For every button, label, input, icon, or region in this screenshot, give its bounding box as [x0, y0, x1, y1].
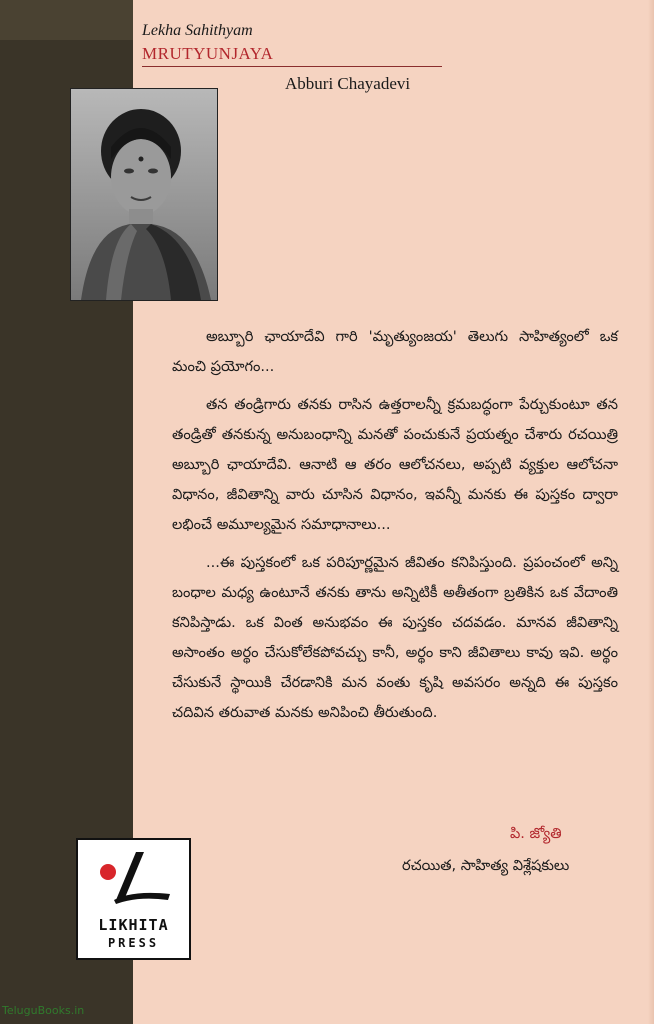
- publisher-name-line1: LIKHITA: [98, 916, 169, 934]
- publisher-name-line2: PRESS: [107, 936, 160, 950]
- author-portrait-image: [71, 89, 217, 300]
- blurb-text: [172, 322, 618, 736]
- reviewer-name: పి. జ్యోతి: [510, 826, 562, 842]
- site-watermark: TeluguBooks.in: [2, 1004, 85, 1017]
- spine-top-band: [0, 0, 133, 40]
- author-name: Abburi Chayadevi: [285, 74, 411, 93]
- author-photo: [70, 88, 218, 301]
- title-divider: [142, 66, 442, 67]
- book-title: MRUTYUNJAYA: [142, 44, 274, 63]
- blurb-paragraph-1: అబ్బూరి ఛాయాదేవి గారి 'మృత్యుంజయ' తెలుగు సాహిత్యంలో ఒక మంచి ప్రయోగం...: [172, 328, 618, 375]
- likhita-press-logo-icon: [78, 842, 189, 914]
- series-name: Lekha Sahithyam: [142, 22, 253, 39]
- reviewer-role: రచయిత, సాహిత్య విశ్లేషకులు: [402, 858, 570, 874]
- cover-edge-shade: [648, 0, 654, 1024]
- blurb-paragraph-3: ...ఈ పుస్తకంలో ఒక పరిపూర్ణమైన జీవితం కనిపిస్తుంది. ప్రపంచంలో అన్ని బంధాల మధ్య ఉంటూనే తనకు తాను అన్నిటికీ అతీతంగా బ్రతికిన ఒక వేదాంతి కనిపిస్తాడు. ఒక వింత అనుభవం ఈ పుస్తకం చదవడం. మానవ జీవితాన్ని అసాంతం అర్థం చేసుకోలేకపోవచ్చు కానీ, అర్థం కాని జీవితాలు కావు ఇవి. అర్థం చేసుకునే స్థాయికి చేరడానికి మన వంతు కృషి అవసరం అన్నది ఈ పుస్తకం చదివిన తరువాత మనకు అనిపించి తీరుతుంది.: [172, 554, 618, 721]
- publisher-logo: [76, 838, 191, 960]
- blurb-paragraph-2: తన తండ్రిగారు తనకు రాసిన ఉత్తరాలన్నీ క్రమబద్ధంగా పేర్చుకుంటూ తన తండ్రితో తనకున్న అనుబంధాన్ని మనతో పంచుకునే ప్రయత్నం చేశారు రచయిత్రి అబ్బూరి ఛాయాదేవి. ఆనాటి ఆ తరం ఆలోచనలు, అప్పటి వ్యక్తుల ఆలోచనా విధానం, జీవితాన్ని వారు చూసిన విధానం, ఇవన్నీ మనకు ఈ పుస్తకం ద్వారా లభించే అమూల్యమైన సమాధానాలు...: [172, 396, 618, 533]
